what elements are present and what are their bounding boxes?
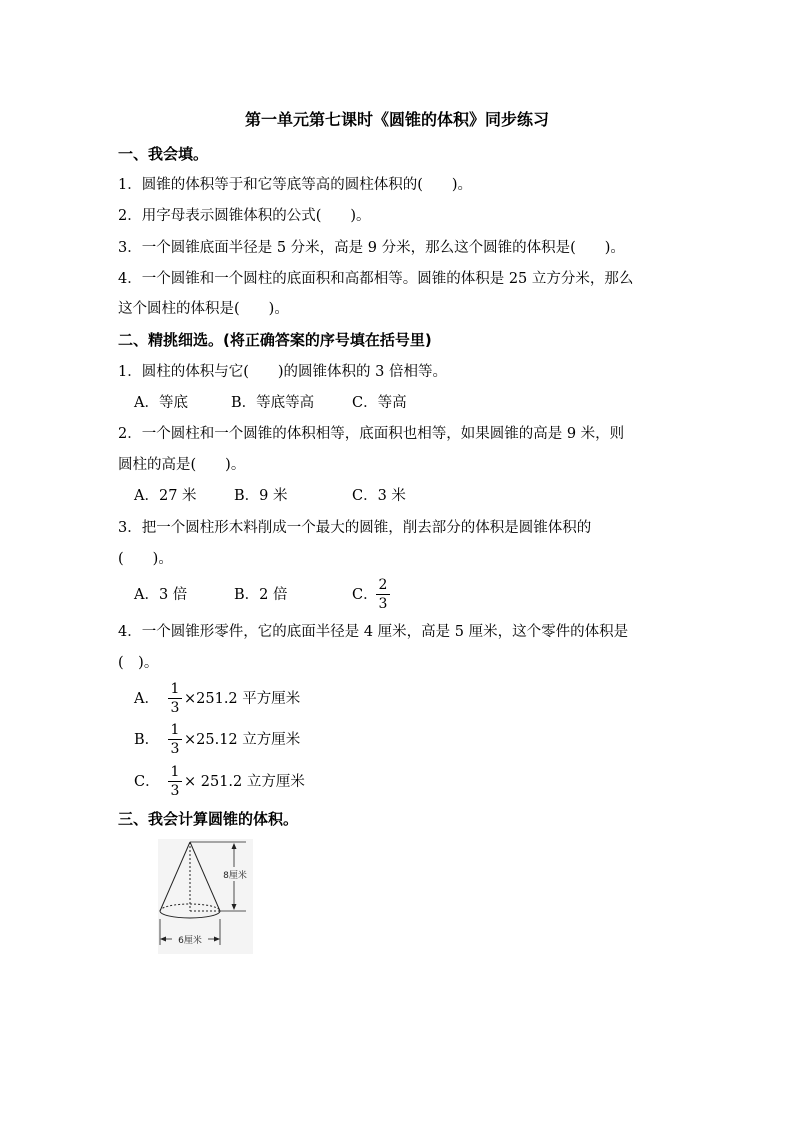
s2-q1-option-b: B．等底等高 [231, 395, 315, 411]
s2-q2-option-a: A．27 米 [134, 488, 197, 504]
fraction-denominator: 3 [170, 741, 180, 757]
s2-q3-option-c: C． [352, 587, 378, 603]
s2-question-3-line-2: ( )。 [118, 551, 173, 567]
s2-q2-option-c: C．3 米 [352, 488, 406, 504]
s1-question-4-line-1: 4．一个圆锥和一个圆柱的底面积和高都相等。圆锥的体积是 25 立方分米，那么 [118, 271, 634, 287]
s2-q4-option-c-letter: C． [134, 774, 160, 790]
s2-question-4-line-1: 4．一个圆锥形零件，它的底面半径是 4 厘米，高是 5 厘米，这个零件的体积是 [118, 624, 629, 640]
fraction-denominator: 3 [170, 700, 180, 716]
section-3-heading: 三、我会计算圆锥的体积。 [118, 810, 299, 828]
s2-question-1: 1．圆柱的体积与它( )的圆锥体积的 3 倍相等。 [118, 364, 447, 380]
fraction-denominator: 3 [170, 783, 180, 799]
cone-diameter-label: 6厘米 [178, 936, 202, 946]
s2-q3-option-a: A．3 倍 [134, 587, 188, 603]
s2-q3-fraction [376, 577, 390, 612]
s2-q4-option-a-letter: A． [134, 691, 159, 707]
fraction-denominator: 3 [378, 596, 388, 612]
s2-question-4-line-2: ( )。 [118, 655, 159, 671]
fraction-numerator: 1 [170, 722, 180, 738]
s2-question-2-line-1: 2．一个圆柱和一个圆锥的体积相等，底面积也相等，如果圆锥的高是 9 米，则 [118, 426, 625, 442]
s1-question-1: 1．圆锥的体积等于和它等底等高的圆柱体积的( )。 [118, 177, 473, 193]
s2-q2-option-b: B．9 米 [234, 488, 288, 504]
s2-q4-option-a-text: ×251.2 平方厘米 [184, 691, 301, 707]
section-1-heading: 一、我会填。 [118, 145, 209, 163]
fraction-numerator: 1 [170, 764, 180, 780]
cone-figure [158, 839, 253, 954]
s2-q1-option-a: A．等底 [134, 395, 188, 411]
s2-q4-option-a-fraction [168, 681, 182, 716]
cone-height-label: 8厘米 [223, 871, 247, 881]
s2-question-2-line-2: 圆柱的高是( )。 [118, 457, 246, 473]
s2-q3-option-b: B．2 倍 [234, 587, 288, 603]
cone-diagram [158, 839, 253, 954]
s1-question-4-line-2: 这个圆柱的体积是( )。 [118, 301, 289, 317]
s2-q1-option-c: C．等高 [352, 395, 407, 411]
s2-q4-option-b-text: ×25.12 立方厘米 [184, 732, 301, 748]
s2-q4-option-c-text: × 251.2 立方厘米 [184, 774, 305, 790]
s1-question-2: 2．用字母表示圆锥体积的公式( )。 [118, 208, 371, 224]
page-title: 第一单元第七课时《圆锥的体积》同步练习 [244, 110, 549, 129]
s2-q4-option-b-letter: B． [134, 732, 160, 748]
s2-q4-option-b-fraction [168, 722, 182, 757]
s2-question-3-line-1: 3．把一个圆柱形木料削成一个最大的圆锥，削去部分的体积是圆锥体积的 [118, 520, 592, 536]
s2-q4-option-c-fraction [168, 764, 182, 799]
s1-question-3: 3．一个圆锥底面半径是 5 分米，高是 9 分米，那么这个圆锥的体积是( )。 [118, 240, 625, 256]
section-2-heading: 二、精挑细选。(将正确答案的序号填在括号里) [118, 331, 432, 349]
fraction-numerator: 1 [170, 681, 180, 697]
fraction-numerator: 2 [378, 577, 388, 593]
